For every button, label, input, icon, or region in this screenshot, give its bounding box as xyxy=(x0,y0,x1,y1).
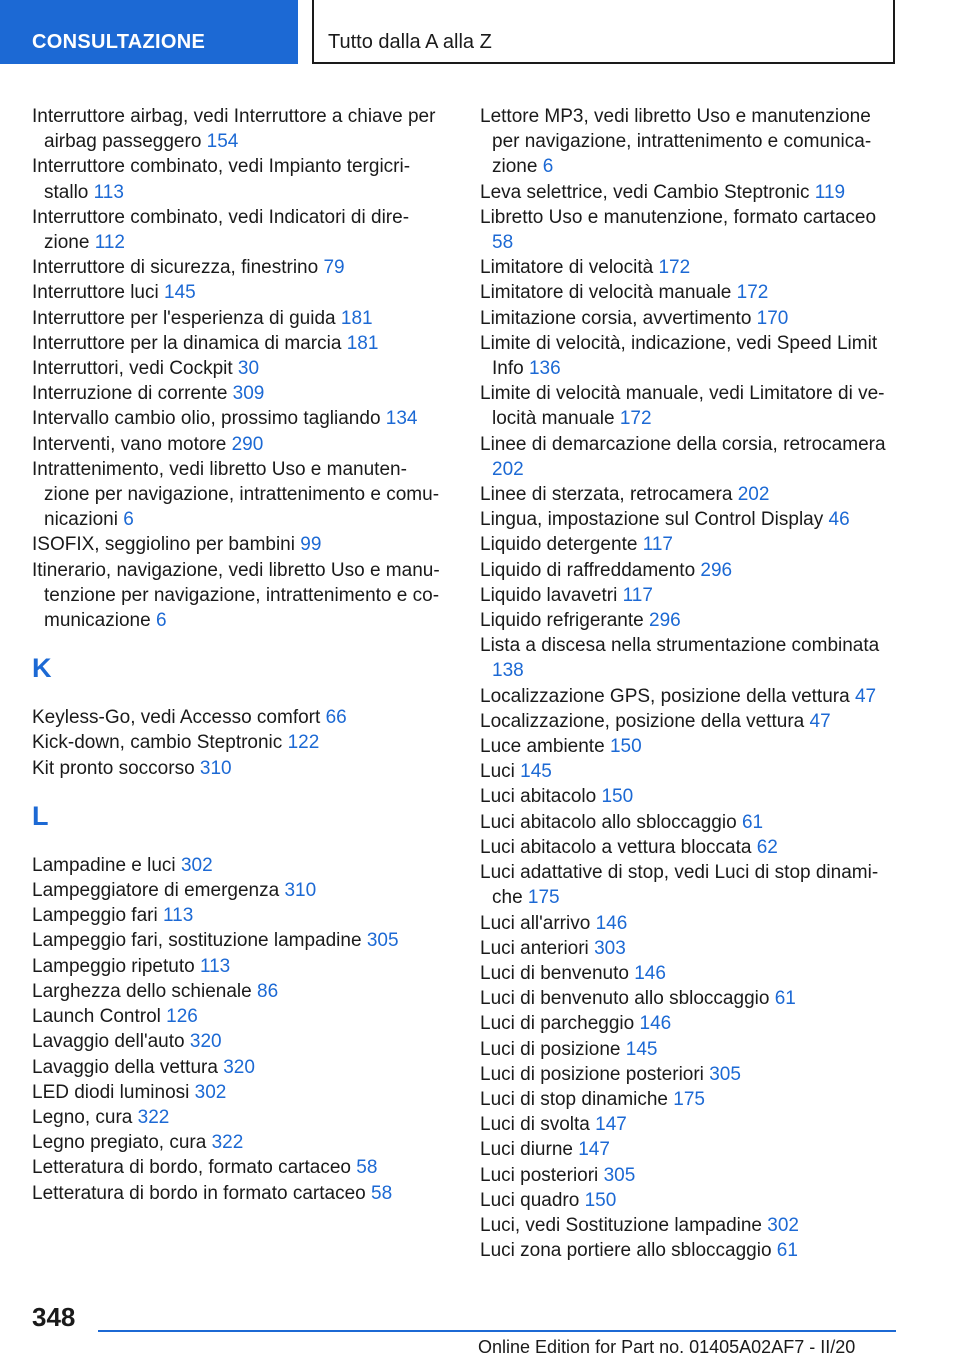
page-header xyxy=(0,0,960,66)
index-entry xyxy=(480,810,890,835)
section-tab: CONSULTAZIONE xyxy=(0,0,298,64)
index-entry xyxy=(32,406,444,431)
index-entry xyxy=(480,759,890,784)
index-entry xyxy=(32,853,444,878)
page-reference-link[interactable]: 136 xyxy=(528,358,561,380)
index-entry xyxy=(480,507,890,532)
index-entry xyxy=(480,633,890,683)
index-entry xyxy=(32,104,444,154)
index-column-left xyxy=(32,104,444,1206)
index-entry xyxy=(480,104,890,180)
index-entry xyxy=(480,684,890,709)
index-entry-text: Luci abitacolo allo sbloccaggio xyxy=(480,811,737,833)
index-entry-text: Kick-down, cambio Steptronic xyxy=(32,732,283,754)
index-entry xyxy=(480,961,890,986)
page-reference-link[interactable]: 62 xyxy=(756,836,778,858)
index-entry xyxy=(480,784,890,809)
page-reference-link[interactable]: 117 xyxy=(622,584,653,606)
page-reference-link[interactable]: 296 xyxy=(649,610,681,632)
index-entry-text: Luci adattative di stop, vedi Luci di stop dinamiche xyxy=(480,862,879,909)
index-entry-text: Interruttore combinato, vedi Indicatori di direzione xyxy=(32,206,410,254)
index-entry xyxy=(480,306,890,331)
footer-divider xyxy=(98,1330,896,1332)
page-reference-link[interactable]: 146 xyxy=(634,962,666,984)
index-entry-text: Localizzazione GPS, posizione della vettura xyxy=(480,685,850,707)
index-entry-text: Luci di svolta xyxy=(480,1114,590,1136)
index-entry xyxy=(32,1029,444,1054)
index-entry xyxy=(480,280,890,305)
index-entry-text: Lampeggio fari xyxy=(32,905,158,927)
index-entry xyxy=(32,331,444,356)
page-reference-link[interactable]: 150 xyxy=(609,736,642,758)
page-reference-link[interactable]: 61 xyxy=(741,811,764,833)
index-entry-text: Legno, cura xyxy=(32,1106,133,1128)
page-reference-link[interactable]: 145 xyxy=(164,282,196,304)
index-entry xyxy=(480,936,890,961)
index-entry-text: Limite di velocità, indicazione, vedi Speed Limit Info xyxy=(480,332,878,380)
index-entry-text: Intervallo cambio olio, prossimo tagliando xyxy=(32,408,381,430)
index-entry-text: Luci zona portiere allo sbloccaggio xyxy=(480,1240,772,1262)
index-entry xyxy=(480,1062,890,1087)
index-entry xyxy=(32,1105,444,1130)
index-entry xyxy=(32,705,444,730)
page-reference-link[interactable]: 322 xyxy=(137,1106,170,1128)
chapter-title: Tutto dalla A alla Z xyxy=(312,0,895,64)
page-reference-link[interactable]: 302 xyxy=(180,854,213,876)
page-reference-link[interactable]: 113 xyxy=(199,955,231,977)
page-reference-link[interactable]: 138 xyxy=(492,660,524,682)
index-entry xyxy=(480,205,890,255)
page-reference-link[interactable]: 170 xyxy=(756,307,789,329)
index-entry-text: Linee di sterzata, retrocamera xyxy=(480,484,733,506)
page-reference-link[interactable]: 147 xyxy=(578,1139,610,1161)
index-entry xyxy=(480,1137,890,1162)
index-entry xyxy=(32,1004,444,1029)
index-entry-text: Luci di parcheggio xyxy=(480,1013,635,1035)
index-entry-text: Luci abitacolo xyxy=(480,786,597,808)
index-entry xyxy=(480,608,890,633)
index-entry xyxy=(480,381,890,431)
index-entry xyxy=(32,1055,444,1080)
index-entry-text: Lampeggio fari, sostituzione lampadine xyxy=(32,930,362,952)
index-entry xyxy=(480,1087,890,1112)
index-entry-text: Libretto Uso e manutenzione, formato cartaceo xyxy=(480,206,877,228)
index-entry-text: Luci anteriori xyxy=(480,937,589,959)
page-reference-link[interactable]: 145 xyxy=(520,761,552,783)
page-reference-link[interactable]: 112 xyxy=(94,232,125,254)
page-reference-link[interactable]: 146 xyxy=(639,1013,672,1035)
index-entry xyxy=(480,986,890,1011)
index-entry xyxy=(32,928,444,953)
index-entry-text: Lista a discesa nella strumentazione combinata xyxy=(480,635,880,657)
page-reference-link[interactable]: 305 xyxy=(709,1063,741,1085)
index-entry xyxy=(480,1238,890,1263)
index-entry xyxy=(480,180,890,205)
index-entry-text: Luce ambiente xyxy=(480,736,605,758)
page-reference-link[interactable]: 172 xyxy=(658,257,691,279)
edition-footer: Online Edition for Part no. 01405A02AF7 - II/20 xyxy=(478,1337,856,1357)
index-entry xyxy=(32,306,444,331)
index-entry-text: ISOFIX, seggiolino per bambini xyxy=(32,534,295,556)
index-entry xyxy=(32,381,444,406)
index-entry-text: Interruzione di corrente xyxy=(32,383,228,405)
index-entry-text: Letteratura di bordo, formato cartaceo xyxy=(32,1157,351,1179)
index-entry-text: Liquido lavavetri xyxy=(480,584,618,606)
page-reference-link[interactable]: 150 xyxy=(601,786,634,808)
index-entry xyxy=(480,835,890,860)
page-reference-link[interactable]: 46 xyxy=(828,509,850,531)
index-entry xyxy=(480,709,890,734)
page-reference-link[interactable]: 61 xyxy=(774,988,796,1010)
index-entry-text: Keyless-Go, vedi Accesso comfort xyxy=(32,707,321,729)
page-reference-link[interactable]: 150 xyxy=(584,1189,617,1211)
index-entry xyxy=(32,356,444,381)
index-entry-text: LED diodi luminosi xyxy=(32,1081,190,1103)
index-entry-text: Interruttore airbag, vedi Interruttore a chiave per airbag passeggero xyxy=(32,106,436,153)
index-entry xyxy=(480,911,890,936)
index-entry-text: Liquido di raffreddamento xyxy=(480,559,696,581)
index-entry xyxy=(32,1130,444,1155)
index-entry-text: Limitatore di velocità manuale xyxy=(480,282,732,304)
page-reference-link[interactable]: 30 xyxy=(237,358,260,380)
page-reference-link[interactable]: 305 xyxy=(603,1164,636,1186)
index-entry xyxy=(32,255,444,280)
page-reference-link[interactable]: 154 xyxy=(206,131,239,153)
page-reference-link[interactable]: 134 xyxy=(385,408,418,430)
index-entry xyxy=(32,756,444,781)
index-entry xyxy=(32,1080,444,1105)
page-reference-link[interactable]: 181 xyxy=(346,332,379,354)
page-reference-link[interactable]: 309 xyxy=(232,383,265,405)
page-reference-link[interactable]: 66 xyxy=(325,707,347,729)
page-reference-link[interactable]: 320 xyxy=(223,1056,255,1078)
index-entry xyxy=(480,1037,890,1062)
index-entry-text: Interruttore luci xyxy=(32,282,159,304)
page-reference-link[interactable]: 117 xyxy=(642,534,673,556)
index-entry xyxy=(480,255,890,280)
page-reference-link[interactable]: 290 xyxy=(231,433,264,455)
page-reference-link[interactable]: 145 xyxy=(625,1038,658,1060)
index-entry xyxy=(32,954,444,979)
page-reference-link[interactable]: 47 xyxy=(854,685,877,707)
index-entry xyxy=(480,482,890,507)
index-entry-text: Liquido detergente xyxy=(480,534,638,556)
index-entry-text: Kit pronto soccorso xyxy=(32,757,195,779)
index-letter-heading: L xyxy=(32,800,49,831)
index-entry-text: Letteratura di bordo in formato cartaceo xyxy=(32,1182,366,1204)
index-entry-text: Interruttori, vedi Cockpit xyxy=(32,358,233,380)
index-entry xyxy=(480,734,890,759)
page-number: 348 xyxy=(32,1302,76,1332)
index-entry-text: Luci diurne xyxy=(480,1139,573,1161)
index-entry xyxy=(32,205,444,255)
page-reference-link[interactable]: 320 xyxy=(189,1031,222,1053)
index-entry-text: Lampeggiatore di emergenza xyxy=(32,880,280,902)
index-entry-text: Luci abitacolo a vettura bloccata xyxy=(480,836,752,858)
page-reference-link[interactable]: 47 xyxy=(809,710,831,732)
page-reference-link[interactable]: 58 xyxy=(492,232,514,254)
index-entry-text: Lampeggio ripetuto xyxy=(32,955,195,977)
page-reference-link[interactable]: 113 xyxy=(162,905,194,927)
index-entry-text: Liquido refrigerante xyxy=(480,610,644,632)
page-reference-link[interactable]: 147 xyxy=(595,1114,627,1136)
page-reference-link[interactable]: 122 xyxy=(287,732,320,754)
index-entry xyxy=(32,878,444,903)
page-reference-link[interactable]: 119 xyxy=(814,181,846,203)
index-entry xyxy=(32,154,444,204)
page-reference-link[interactable]: 305 xyxy=(366,930,399,952)
index-entry-text: Interruttore per l'esperienza di guida xyxy=(32,307,336,329)
page-reference-link[interactable]: 61 xyxy=(776,1240,798,1262)
index-entry xyxy=(480,1011,890,1036)
index-entry xyxy=(480,331,890,381)
page-reference-link[interactable]: 79 xyxy=(323,257,345,279)
index-entry-text: Interruttore combinato, vedi Impianto tergicristallo xyxy=(32,156,411,203)
page-reference-link[interactable]: 113 xyxy=(93,181,124,203)
page-reference-link[interactable]: 6 xyxy=(123,509,134,531)
index-entry-text: Localizzazione, posizione della vettura xyxy=(480,710,805,732)
index-entry-text: Launch Control xyxy=(32,1006,161,1028)
page-reference-link[interactable]: 310 xyxy=(284,880,317,902)
page-reference-link[interactable]: 58 xyxy=(371,1182,393,1204)
index-entry-text: Lettore MP3, vedi libretto Uso e manutenzione per navigazione, intrattenimento e comunicazione xyxy=(480,106,872,178)
page-reference-link[interactable]: 296 xyxy=(700,559,733,581)
page-reference-link[interactable]: 58 xyxy=(356,1157,378,1179)
index-entry-text: Lampadine e luci xyxy=(32,854,176,876)
index-entry xyxy=(32,280,444,305)
index-entry xyxy=(480,1213,890,1238)
page-reference-link[interactable]: 6 xyxy=(155,610,167,632)
index-entry-text: Luci di benvenuto xyxy=(480,962,629,984)
index-entry-text: Interruttore per la dinamica di marcia xyxy=(32,332,342,354)
index-entry xyxy=(480,1188,890,1213)
page-reference-link[interactable]: 322 xyxy=(211,1132,244,1154)
page-reference-link[interactable]: 146 xyxy=(595,912,628,934)
index-entry xyxy=(480,1163,890,1188)
page-reference-link[interactable]: 175 xyxy=(673,1088,705,1110)
index-entry-text: Linee di demarcazione della corsia, retrocamera xyxy=(480,433,886,455)
index-entry xyxy=(32,432,444,457)
index-entry-text: Itinerario, navigazione, vedi libretto Uso e manutenzione per navigazione, intrattenimento e comunicazione xyxy=(32,559,440,632)
page-reference-link[interactable]: 126 xyxy=(166,1006,198,1028)
index-entry xyxy=(480,1112,890,1137)
index-entry-text: Intrattenimento, vedi libretto Uso e manutenzione per navigazione, intrattenimento e comunicazioni xyxy=(32,458,440,531)
index-entry-text: Leva selettrice, vedi Cambio Steptronic xyxy=(480,181,810,203)
index-entry-text: Legno pregiato, cura xyxy=(32,1132,207,1154)
index-entry-text: Lingua, impostazione sul Control Display xyxy=(480,509,824,531)
index-entry xyxy=(32,558,444,634)
page-reference-link[interactable]: 172 xyxy=(619,408,652,430)
page-reference-link[interactable]: 202 xyxy=(737,484,770,506)
index-entry xyxy=(480,860,890,910)
index-entry-text: Luci di stop dinamiche xyxy=(480,1088,668,1110)
index-entry-text: Luci quadro xyxy=(480,1189,580,1211)
index-entry-text: Interruttore di sicurezza, finestrino xyxy=(32,257,319,279)
index-column-right xyxy=(480,104,890,1263)
page-reference-link[interactable]: 99 xyxy=(300,534,322,556)
index-entry xyxy=(480,583,890,608)
index-entry xyxy=(32,532,444,557)
index-entry-text: Interventi, vano motore xyxy=(32,433,227,455)
index-entry xyxy=(32,903,444,928)
index-entry-text: Lavaggio dell'auto xyxy=(32,1031,185,1053)
index-entry-text: Limitatore di velocità xyxy=(480,257,654,279)
index-entry-text: Luci di benvenuto allo sbloccaggio xyxy=(480,988,770,1010)
index-entry xyxy=(32,457,444,533)
index-entry-text: Limite di velocità manuale, vedi Limitatore di velocità manuale xyxy=(480,383,885,430)
page-reference-link[interactable]: 86 xyxy=(257,980,279,1002)
index-entry xyxy=(32,730,444,755)
page-reference-link[interactable]: 303 xyxy=(594,937,626,959)
index-entry-text: Larghezza dello schienale xyxy=(32,980,252,1002)
page-reference-link[interactable]: 310 xyxy=(199,757,232,779)
index-entry-text: Limitazione corsia, avvertimento xyxy=(480,307,752,329)
index-entry-text: Luci xyxy=(480,761,515,783)
index-letter-heading: K xyxy=(32,653,52,684)
page-reference-link[interactable]: 302 xyxy=(194,1081,227,1103)
index-entry xyxy=(32,1155,444,1180)
index-entry-text: Lavaggio della vettura xyxy=(32,1056,218,1078)
index-entry-text: Luci posteriori xyxy=(480,1164,599,1186)
index-entry-text: Luci di posizione posteriori xyxy=(480,1063,704,1085)
index-entry xyxy=(32,979,444,1004)
page-reference-link[interactable]: 175 xyxy=(527,887,560,909)
index-entry xyxy=(480,432,890,482)
index-entry xyxy=(480,532,890,557)
index-entry-text: Luci, vedi Sostituzione lampadine xyxy=(480,1214,763,1236)
index-entry xyxy=(480,558,890,583)
index-entry-text: Luci all'arrivo xyxy=(480,912,591,934)
page-reference-link[interactable]: 302 xyxy=(767,1214,799,1236)
index-entry-text: Luci di posizione xyxy=(480,1038,621,1060)
page-reference-link[interactable]: 202 xyxy=(492,458,524,480)
page-reference-link[interactable]: 6 xyxy=(542,156,554,178)
page-reference-link[interactable]: 181 xyxy=(340,307,373,329)
index-entry xyxy=(32,1181,444,1206)
page-reference-link[interactable]: 172 xyxy=(736,282,769,304)
